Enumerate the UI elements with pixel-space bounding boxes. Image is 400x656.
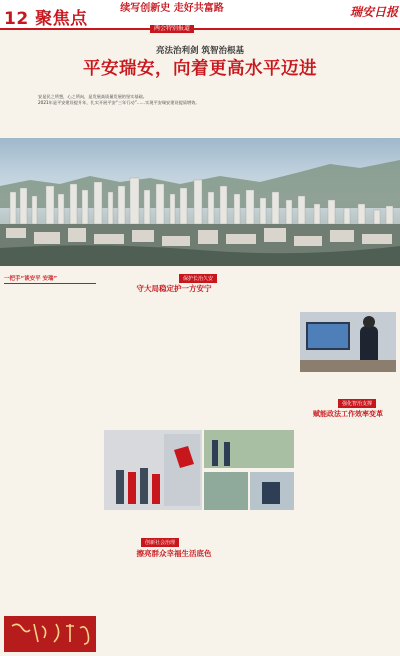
- collage-photos: [104, 430, 294, 510]
- calligraphy-decoration: [4, 616, 96, 652]
- left-column: [0, 272, 100, 656]
- skyline-illustration: [0, 138, 400, 266]
- page-header: [0, 0, 400, 30]
- middle-column: [104, 272, 294, 656]
- city-skyline-photo: [0, 138, 400, 266]
- right-column: [296, 272, 400, 656]
- office-photo: [300, 312, 396, 372]
- page-number: 12 聚焦点: [4, 9, 88, 29]
- article-kicker: 亮法治利剑 筑智治根基: [156, 46, 244, 56]
- section-tag: 强化智治支撑: [338, 399, 376, 408]
- banner-slogan: 续写创新史 走好共富路: [120, 3, 224, 14]
- section-tag: 创新社会治理: [141, 538, 179, 547]
- banner-subtitle: 两会特别报道: [150, 25, 194, 33]
- left-footer-banner: [4, 616, 96, 652]
- special-banner: [112, 3, 232, 32]
- section-tag: 保护长治久安: [179, 274, 217, 283]
- left-column-heading: 一把手“谈安平 安瑞”: [4, 274, 96, 284]
- intro-paragraph: 2021年是平安建设提升年，扎实开展平安“三年行动”……实现平安瑞安建设提质增效。: [38, 100, 200, 106]
- newspaper-logo: 瑞安日报: [349, 5, 398, 19]
- middle-photo-collage: [104, 430, 294, 510]
- section-heading: 擦亮群众幸福生活底色: [136, 549, 212, 558]
- section-heading: 赋能政法工作效率变革: [313, 410, 383, 418]
- intro-paragraph: 安是民之所想，心之所向，是发展高质量发展的坚实基础。: [38, 94, 147, 99]
- article-title: 平安瑞安，向着更高水平迈进: [83, 59, 317, 79]
- section-heading: 守大局稳定护一方安宁: [136, 284, 212, 293]
- article-intro: [30, 94, 370, 107]
